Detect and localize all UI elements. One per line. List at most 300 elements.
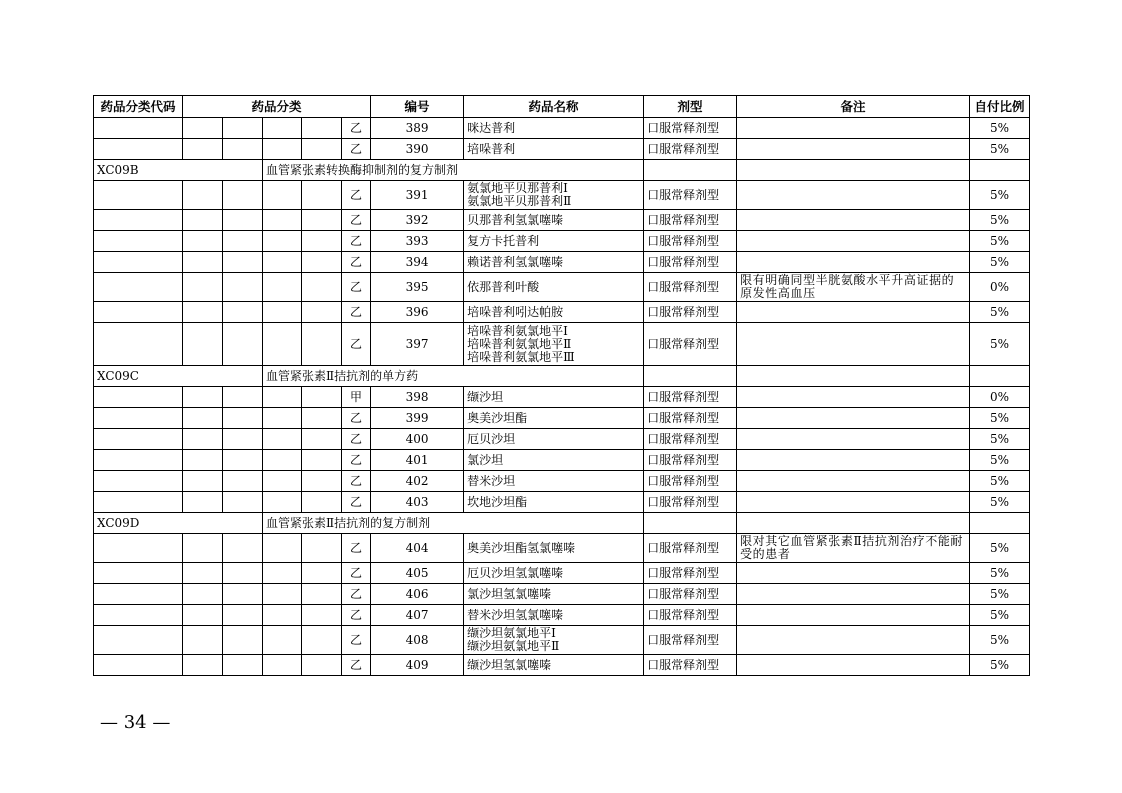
number-cell: 400 — [371, 429, 464, 450]
code-cell — [94, 450, 183, 471]
note-cell — [737, 408, 970, 429]
drug-name-line: 厄贝沙坦 — [467, 431, 516, 446]
table-row — [94, 605, 1030, 626]
drug-name-line: 奥美沙坦酯 — [467, 410, 528, 425]
note-cell — [737, 273, 970, 302]
category-label: 血管紧张素Ⅱ拮抗剂的复方制剂 — [263, 513, 644, 534]
note-cell — [737, 302, 970, 323]
drug-name-line: 赖诺普利氢氯噻嗪 — [467, 254, 564, 269]
number-cell: 396 — [371, 302, 464, 323]
note-cell — [737, 366, 970, 387]
dosage-form-cell: 口服常释剂型 — [644, 252, 737, 273]
table-row — [94, 563, 1030, 584]
dosage-form-cell: 口服常释剂型 — [644, 626, 737, 655]
grade-cell: 乙 — [342, 323, 371, 366]
blank-cell — [183, 534, 223, 563]
code-cell — [94, 273, 183, 302]
table-row — [94, 534, 1030, 563]
dosage-form-cell: 口服常释剂型 — [644, 471, 737, 492]
table-row — [94, 273, 1030, 302]
blank-cell — [263, 626, 302, 655]
drug-name-line: 贝那普利氢氯噻嗪 — [467, 212, 564, 227]
number-cell: 389 — [371, 118, 464, 139]
blank-cell — [223, 181, 263, 210]
header-category-code: 药品分类代码 — [94, 96, 183, 118]
note-cell — [737, 471, 970, 492]
note-cell — [737, 231, 970, 252]
note-cell — [737, 252, 970, 273]
drug-name-cell — [464, 450, 644, 471]
blank-cell — [223, 408, 263, 429]
blank-cell — [183, 231, 223, 252]
number-cell: 392 — [371, 210, 464, 231]
number-cell: 406 — [371, 584, 464, 605]
note-cell — [737, 626, 970, 655]
drug-name-cell — [464, 584, 644, 605]
drug-name-line: 厄贝沙坦氢氯噻嗪 — [467, 565, 564, 580]
code-cell — [94, 252, 183, 273]
dosage-form-cell: 口服常释剂型 — [644, 605, 737, 626]
note-cell — [737, 450, 970, 471]
code-cell — [94, 429, 183, 450]
drug-name-cell — [464, 181, 644, 210]
grade-cell: 乙 — [342, 534, 371, 563]
blank-cell — [183, 302, 223, 323]
header-self-pay-ratio: 自付比例 — [970, 96, 1030, 118]
grade-cell: 乙 — [342, 210, 371, 231]
blank-cell — [183, 323, 223, 366]
blank-cell — [263, 584, 302, 605]
drug-name-cell — [464, 387, 644, 408]
blank-cell — [183, 655, 223, 676]
dosage-form-cell: 口服常释剂型 — [644, 655, 737, 676]
self-pay-ratio-cell: 5% — [970, 563, 1030, 584]
number-cell: 409 — [371, 655, 464, 676]
code-cell — [94, 231, 183, 252]
grade-cell: 甲 — [342, 387, 371, 408]
self-pay-ratio-cell: 5% — [970, 231, 1030, 252]
code-cell — [94, 118, 183, 139]
drug-name-line: 氯沙坦氢氯噻嗪 — [467, 586, 552, 601]
blank-cell — [223, 231, 263, 252]
dosage-form-cell: 口服常释剂型 — [644, 429, 737, 450]
self-pay-ratio-cell: 5% — [970, 302, 1030, 323]
blank-cell — [302, 139, 342, 160]
note-cell — [737, 563, 970, 584]
blank-cell — [223, 563, 263, 584]
blank-cell — [302, 626, 342, 655]
blank-cell — [183, 181, 223, 210]
header-category: 药品分类 — [183, 96, 371, 118]
drug-name-cell — [464, 139, 644, 160]
blank-cell — [302, 408, 342, 429]
table-row — [94, 387, 1030, 408]
number-cell: 404 — [371, 534, 464, 563]
blank-cell — [302, 450, 342, 471]
code-cell — [94, 323, 183, 366]
grade-cell: 乙 — [342, 408, 371, 429]
table-row — [94, 181, 1030, 210]
number-cell: 397 — [371, 323, 464, 366]
grade-cell: 乙 — [342, 252, 371, 273]
grade-cell: 乙 — [342, 450, 371, 471]
self-pay-ratio-cell: 5% — [970, 181, 1030, 210]
blank-cell — [223, 471, 263, 492]
drug-name-line: 培哚普利氨氯地平Ⅱ — [467, 336, 572, 351]
code-cell — [94, 534, 183, 563]
blank-cell — [263, 252, 302, 273]
blank-cell — [183, 139, 223, 160]
blank-cell — [183, 252, 223, 273]
dosage-form-cell: 口服常释剂型 — [644, 387, 737, 408]
table-row — [94, 231, 1030, 252]
drug-name-line: 氨氯地平贝那普利Ⅰ — [467, 181, 568, 195]
blank-cell — [302, 181, 342, 210]
table-row — [94, 626, 1030, 655]
header-drug-name: 药品名称 — [464, 96, 644, 118]
grade-cell: 乙 — [342, 563, 371, 584]
code-cell — [94, 605, 183, 626]
drug-name-cell — [464, 605, 644, 626]
drug-name-line: 氯沙坦 — [467, 452, 504, 467]
table-row — [94, 252, 1030, 273]
code-cell — [94, 626, 183, 655]
grade-cell: 乙 — [342, 584, 371, 605]
blank-cell — [302, 563, 342, 584]
blank-cell — [263, 563, 302, 584]
blank-cell — [223, 118, 263, 139]
blank-cell — [302, 273, 342, 302]
note-cell — [737, 118, 970, 139]
self-pay-ratio-cell: 0% — [970, 387, 1030, 408]
header-note: 备注 — [737, 96, 970, 118]
category-label: 血管紧张素Ⅱ拮抗剂的单方药 — [263, 366, 644, 387]
dosage-form-cell: 口服常释剂型 — [644, 273, 737, 302]
note-text: 限有明确同型半胱氨酸水平升高证据的原发性高血压 — [740, 273, 955, 300]
blank-cell — [302, 605, 342, 626]
ratio-cell — [970, 160, 1030, 181]
table-row — [94, 210, 1030, 231]
code-cell — [94, 563, 183, 584]
note-cell — [737, 139, 970, 160]
blank-cell — [183, 273, 223, 302]
drug-name-cell — [464, 471, 644, 492]
table-row — [94, 323, 1030, 366]
dosage-form-cell: 口服常释剂型 — [644, 210, 737, 231]
self-pay-ratio-cell: 5% — [970, 323, 1030, 366]
blank-cell — [223, 655, 263, 676]
dosage-form-cell: 口服常释剂型 — [644, 118, 737, 139]
blank-cell — [263, 492, 302, 513]
blank-cell — [302, 387, 342, 408]
blank-cell — [263, 210, 302, 231]
drug-name-line: 缬沙坦氨氯地平Ⅰ — [467, 626, 556, 640]
number-cell: 408 — [371, 626, 464, 655]
number-cell: 391 — [371, 181, 464, 210]
drug-name-line: 复方卡托普利 — [467, 233, 540, 248]
code-cell — [94, 181, 183, 210]
table-row — [94, 139, 1030, 160]
table-row — [94, 118, 1030, 139]
dosage-form-cell: 口服常释剂型 — [644, 450, 737, 471]
self-pay-ratio-cell: 5% — [970, 210, 1030, 231]
blank-cell — [302, 210, 342, 231]
grade-cell: 乙 — [342, 626, 371, 655]
self-pay-ratio-cell: 5% — [970, 252, 1030, 273]
table-row — [94, 492, 1030, 513]
blank-cell — [223, 210, 263, 231]
number-cell: 402 — [371, 471, 464, 492]
form-cell — [644, 513, 737, 534]
ratio-cell — [970, 513, 1030, 534]
drug-name-line: 缬沙坦氨氯地平Ⅱ — [467, 639, 560, 653]
ratio-cell — [970, 366, 1030, 387]
number-cell: 393 — [371, 231, 464, 252]
dosage-form-cell: 口服常释剂型 — [644, 408, 737, 429]
drug-name-line: 培哚普利氨氯地平Ⅲ — [467, 349, 575, 364]
blank-cell — [183, 471, 223, 492]
self-pay-ratio-cell: 5% — [970, 655, 1030, 676]
blank-cell — [263, 471, 302, 492]
number-cell: 405 — [371, 563, 464, 584]
note-cell — [737, 492, 970, 513]
grade-cell: 乙 — [342, 605, 371, 626]
table-row — [94, 584, 1030, 605]
blank-cell — [263, 408, 302, 429]
dosage-form-cell: 口服常释剂型 — [644, 563, 737, 584]
note-cell — [737, 160, 970, 181]
table-row — [94, 408, 1030, 429]
category-row — [94, 160, 1030, 181]
blank-cell — [263, 605, 302, 626]
blank-cell — [223, 429, 263, 450]
self-pay-ratio-cell: 5% — [970, 584, 1030, 605]
drug-name-line: 坎地沙坦酯 — [467, 494, 528, 509]
table-body — [94, 118, 1030, 676]
code-cell — [94, 387, 183, 408]
drug-name-cell — [464, 210, 644, 231]
blank-cell — [223, 492, 263, 513]
grade-cell: 乙 — [342, 181, 371, 210]
dosage-form-cell: 口服常释剂型 — [644, 302, 737, 323]
drug-name-cell — [464, 563, 644, 584]
category-row — [94, 513, 1030, 534]
grade-cell: 乙 — [342, 139, 371, 160]
blank-cell — [183, 210, 223, 231]
drug-name-cell — [464, 302, 644, 323]
blank-cell — [263, 273, 302, 302]
note-cell — [737, 655, 970, 676]
blank-cell — [183, 492, 223, 513]
code-cell — [94, 302, 183, 323]
note-cell — [737, 387, 970, 408]
drug-name-line: 替米沙坦氢氯噻嗪 — [467, 607, 564, 622]
table-row — [94, 655, 1030, 676]
drug-name-cell — [464, 323, 644, 366]
table-row — [94, 471, 1030, 492]
drug-catalog-table — [93, 95, 1030, 676]
blank-cell — [263, 181, 302, 210]
blank-cell — [223, 584, 263, 605]
code-cell — [94, 584, 183, 605]
drug-name-cell — [464, 492, 644, 513]
blank-cell — [183, 118, 223, 139]
category-code: XC09D — [94, 513, 263, 534]
blank-cell — [302, 534, 342, 563]
category-row — [94, 366, 1030, 387]
drug-name-cell — [464, 429, 644, 450]
drug-name-line: 缬沙坦 — [467, 389, 504, 404]
dosage-form-cell: 口服常释剂型 — [644, 139, 737, 160]
dosage-form-cell: 口服常释剂型 — [644, 584, 737, 605]
grade-cell: 乙 — [342, 118, 371, 139]
blank-cell — [223, 273, 263, 302]
blank-cell — [223, 450, 263, 471]
header-dosage-form: 剂型 — [644, 96, 737, 118]
blank-cell — [302, 429, 342, 450]
table-row — [94, 302, 1030, 323]
note-text: 限对其它血管紧张素Ⅱ拮抗剂治疗不能耐受的患者 — [740, 534, 964, 561]
table-row — [94, 429, 1030, 450]
number-cell: 394 — [371, 252, 464, 273]
drug-name-cell — [464, 231, 644, 252]
drug-name-cell — [464, 655, 644, 676]
number-cell: 395 — [371, 273, 464, 302]
self-pay-ratio-cell: 0% — [970, 273, 1030, 302]
drug-name-cell — [464, 118, 644, 139]
blank-cell — [223, 387, 263, 408]
form-cell — [644, 160, 737, 181]
category-code: XC09C — [94, 366, 263, 387]
blank-cell — [183, 626, 223, 655]
dosage-form-cell: 口服常释剂型 — [644, 492, 737, 513]
number-cell: 403 — [371, 492, 464, 513]
blank-cell — [263, 231, 302, 252]
blank-cell — [223, 302, 263, 323]
note-cell — [737, 323, 970, 366]
blank-cell — [223, 323, 263, 366]
blank-cell — [183, 563, 223, 584]
table-header-row — [94, 96, 1030, 118]
drug-name-line: 奥美沙坦酯氢氯噻嗪 — [467, 540, 576, 555]
blank-cell — [302, 252, 342, 273]
blank-cell — [183, 450, 223, 471]
blank-cell — [223, 626, 263, 655]
code-cell — [94, 210, 183, 231]
blank-cell — [223, 139, 263, 160]
self-pay-ratio-cell: 5% — [970, 605, 1030, 626]
drug-name-cell — [464, 626, 644, 655]
code-cell — [94, 139, 183, 160]
note-cell — [737, 513, 970, 534]
self-pay-ratio-cell: 5% — [970, 626, 1030, 655]
form-cell — [644, 366, 737, 387]
blank-cell — [302, 492, 342, 513]
number-cell: 401 — [371, 450, 464, 471]
self-pay-ratio-cell: 5% — [970, 139, 1030, 160]
blank-cell — [302, 231, 342, 252]
self-pay-ratio-cell: 5% — [970, 534, 1030, 563]
blank-cell — [223, 252, 263, 273]
dosage-form-cell: 口服常释剂型 — [644, 534, 737, 563]
blank-cell — [263, 387, 302, 408]
grade-cell: 乙 — [342, 655, 371, 676]
blank-cell — [223, 605, 263, 626]
blank-cell — [183, 408, 223, 429]
self-pay-ratio-cell: 5% — [970, 471, 1030, 492]
blank-cell — [302, 471, 342, 492]
drug-name-line: 替米沙坦 — [467, 473, 516, 488]
grade-cell: 乙 — [342, 429, 371, 450]
page-number: — 34 — — [100, 712, 171, 733]
drug-name-line: 培哚普利 — [467, 141, 516, 156]
note-cell — [737, 584, 970, 605]
blank-cell — [302, 118, 342, 139]
drug-name-cell — [464, 408, 644, 429]
code-cell — [94, 492, 183, 513]
code-cell — [94, 655, 183, 676]
note-cell — [737, 605, 970, 626]
blank-cell — [183, 584, 223, 605]
note-cell — [737, 181, 970, 210]
number-cell: 399 — [371, 408, 464, 429]
note-cell — [737, 210, 970, 231]
blank-cell — [263, 450, 302, 471]
drug-name-cell — [464, 273, 644, 302]
category-label: 血管紧张素转换酶抑制剂的复方制剂 — [263, 160, 644, 181]
blank-cell — [302, 655, 342, 676]
note-cell — [737, 534, 970, 563]
header-number: 编号 — [371, 96, 464, 118]
blank-cell — [263, 139, 302, 160]
self-pay-ratio-cell: 5% — [970, 118, 1030, 139]
blank-cell — [223, 534, 263, 563]
blank-cell — [302, 584, 342, 605]
blank-cell — [302, 302, 342, 323]
grade-cell: 乙 — [342, 302, 371, 323]
blank-cell — [263, 655, 302, 676]
table-row — [94, 450, 1030, 471]
blank-cell — [263, 534, 302, 563]
self-pay-ratio-cell: 5% — [970, 450, 1030, 471]
note-cell — [737, 429, 970, 450]
grade-cell: 乙 — [342, 471, 371, 492]
dosage-form-cell: 口服常释剂型 — [644, 323, 737, 366]
dosage-form-cell: 口服常释剂型 — [644, 231, 737, 252]
number-cell: 390 — [371, 139, 464, 160]
grade-cell: 乙 — [342, 231, 371, 252]
blank-cell — [263, 323, 302, 366]
drug-name-line: 培哚普利氨氯地平Ⅰ — [467, 323, 568, 338]
blank-cell — [263, 429, 302, 450]
dosage-form-cell: 口服常释剂型 — [644, 181, 737, 210]
blank-cell — [183, 429, 223, 450]
blank-cell — [183, 387, 223, 408]
drug-name-line: 缬沙坦氢氯噻嗪 — [467, 657, 552, 672]
self-pay-ratio-cell: 5% — [970, 408, 1030, 429]
blank-cell — [263, 118, 302, 139]
grade-cell: 乙 — [342, 273, 371, 302]
category-code: XC09B — [94, 160, 263, 181]
number-cell: 398 — [371, 387, 464, 408]
code-cell — [94, 408, 183, 429]
self-pay-ratio-cell: 5% — [970, 429, 1030, 450]
code-cell — [94, 471, 183, 492]
number-cell: 407 — [371, 605, 464, 626]
drug-name-line: 依那普利叶酸 — [467, 279, 540, 294]
blank-cell — [263, 302, 302, 323]
drug-name-cell — [464, 534, 644, 563]
